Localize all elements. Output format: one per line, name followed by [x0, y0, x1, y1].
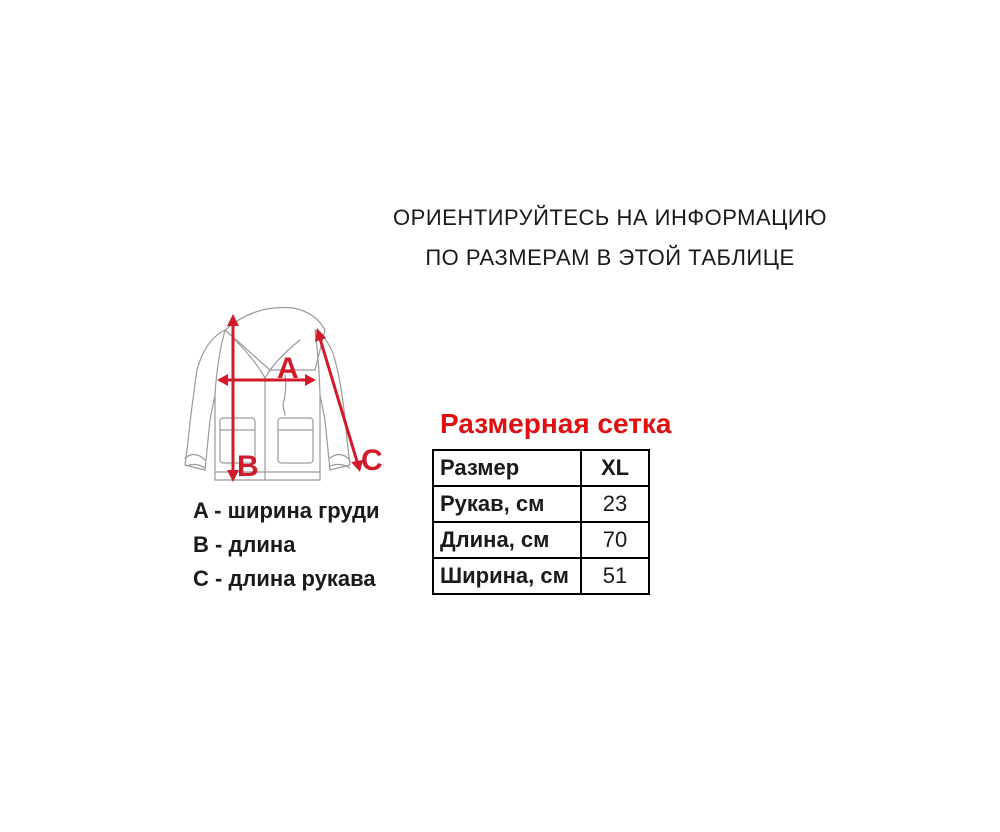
heading-line-2: ПО РАЗМЕРАМ В ЭТОЙ ТАБЛИЦЕ — [425, 245, 795, 270]
arrow-c — [318, 332, 359, 468]
size-grid-title: Размерная сетка — [440, 408, 672, 439]
measurement-legend — [193, 494, 380, 596]
row-label: Рукав, см — [433, 486, 581, 522]
label-c: C — [361, 444, 383, 477]
table-row — [433, 522, 649, 558]
label-b: B — [237, 450, 259, 483]
row-value: 51 — [581, 558, 649, 594]
header-size-cell: XL — [581, 450, 649, 486]
right-pocket — [278, 418, 313, 463]
size-table — [432, 449, 650, 595]
label-a: A — [277, 352, 299, 385]
header-label-cell: Размер — [433, 450, 581, 486]
row-label: Длина, см — [433, 522, 581, 558]
row-value: 70 — [581, 522, 649, 558]
jacket-diagram — [175, 300, 405, 500]
heading-line-1: ОРИЕНТИРУЙТЕСЬ НА ИНФОРМАЦИЮ — [393, 205, 827, 230]
row-label: Ширина, см — [433, 558, 581, 594]
legend-a: A - ширина груди — [193, 498, 380, 523]
table-row — [433, 486, 649, 522]
row-value: 23 — [581, 486, 649, 522]
table-row — [433, 558, 649, 594]
legend-c: C - длина рукава — [193, 566, 376, 591]
table-header-row — [433, 450, 649, 486]
hood-outline — [225, 307, 325, 370]
legend-b: B - длина — [193, 532, 296, 557]
